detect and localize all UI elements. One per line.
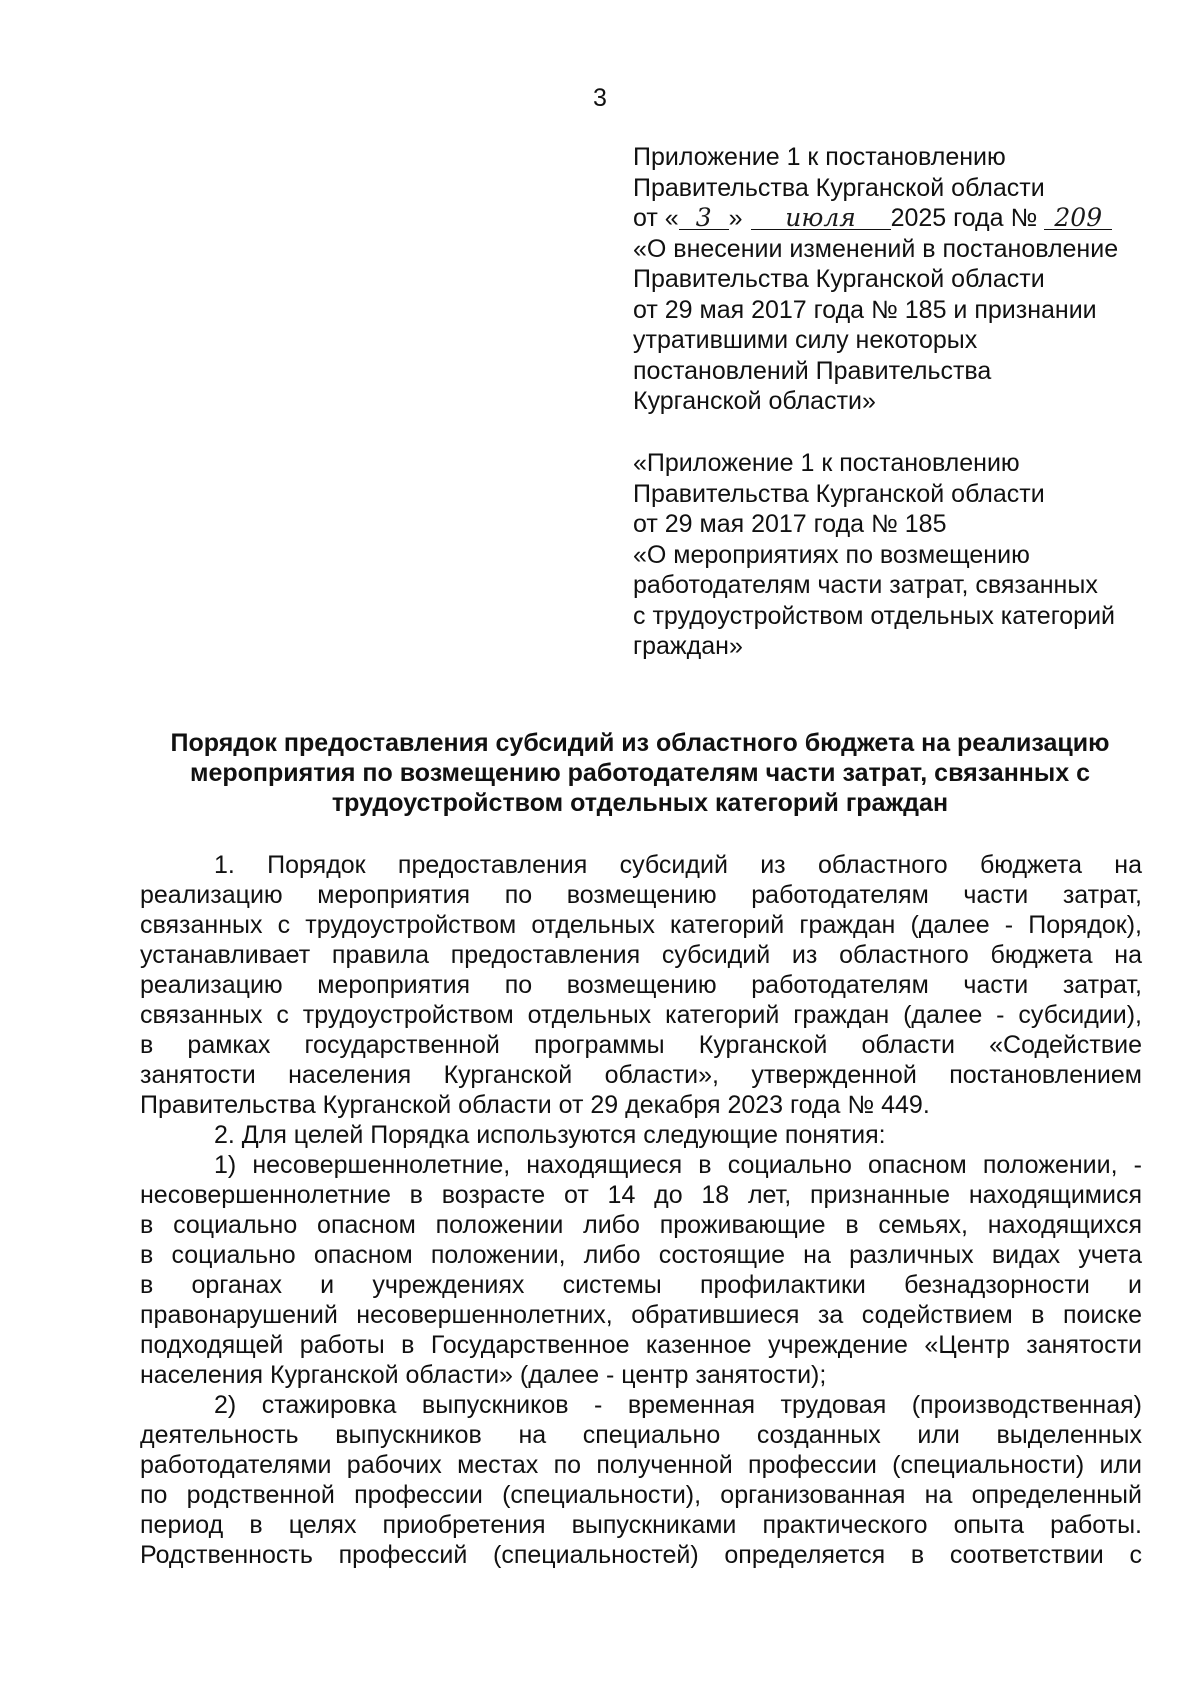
paragraph-line: занятости населения Курганской области», утвержденной постановлением xyxy=(140,1061,1142,1089)
paragraph-3 xyxy=(140,1150,1142,1390)
paragraph-line: Правительства Курганской области от 29 декабря 2023 года № 449. xyxy=(140,1091,930,1119)
appendix-1-line: Приложение 1 к постановлению xyxy=(633,143,1006,171)
appendix-2-line: граждан» xyxy=(633,632,743,660)
paragraph-line: подходящей работы в Государственное казенное учреждение «Центр занятости xyxy=(140,1331,1142,1359)
appendix-1-line: от 29 мая 2017 года № 185 и признании xyxy=(633,295,1097,324)
appendix-2-line: от 29 мая 2017 года № 185 xyxy=(633,510,947,538)
paragraph-line: реализацию мероприятия по возмещению работодателям части затрат, xyxy=(140,881,1142,909)
paragraph-line: в социально опасном положении либо проживающие в семьях, находящихся xyxy=(140,1211,1142,1239)
date-prefix: от « xyxy=(633,204,679,232)
appendix-2-line: «О мероприятиях по возмещению xyxy=(633,540,1030,569)
date-mid: » xyxy=(728,204,743,232)
paragraph-line: в органах и учреждениях системы профилактики безнадзорности и xyxy=(140,1271,1142,1299)
paragraph-line: 1) несовершеннолетние, находящиеся в социально опасном положении, - xyxy=(214,1151,1142,1179)
paragraph-line: реализацию мероприятия по возмещению работодателям части затрат, xyxy=(140,971,1142,999)
appendix-1-line: постановлений Правительства xyxy=(633,356,992,385)
paragraph-line: работодателями рабочих местах по полученной профессии (специальности) или xyxy=(140,1451,1142,1479)
paragraph-line: Родственность профессий (специальностей) определяется в соответствии с xyxy=(140,1541,1142,1569)
handwritten-month: июля xyxy=(751,207,891,230)
paragraph-line: 2. Для целей Порядка используются следующие понятия: xyxy=(214,1121,886,1149)
paragraph-line: 1. Порядок предоставления субсидий из областного бюджета на xyxy=(214,851,1142,879)
paragraph-line: несовершеннолетние в возрасте от 14 до 18 лет, признанные находящимися xyxy=(140,1181,1142,1209)
appendix-2-line: «Приложение 1 к постановлению xyxy=(633,449,1020,477)
paragraph-line: в рамках государственной программы Курганской области «Содействие xyxy=(140,1031,1142,1059)
appendix-2-line: Правительства Курганской области xyxy=(633,479,1045,508)
paragraph-line: 2) стажировка выпускников - временная трудовая (производственная) xyxy=(214,1391,1142,1419)
appendix-2-line: с трудоустройством отдельных категорий xyxy=(633,601,1116,630)
appendix-1-line: Правительства Курганской области xyxy=(633,265,1045,293)
document-title xyxy=(120,728,1160,818)
appendix-1-header xyxy=(633,142,1173,417)
title-line: трудоустройством отдельных категорий граждан xyxy=(331,789,949,817)
paragraph-line: населения Курганской области» (далее - центр занятости); xyxy=(140,1361,827,1389)
paragraph-line: устанавливает правила предоставления субсидий из областного бюджета на xyxy=(140,941,1142,969)
paragraph-line: деятельность выпускников на специально созданных или выделенных xyxy=(140,1421,1142,1449)
date-year: 2025 года № xyxy=(890,204,1038,232)
paragraph-line: по родственной профессии (специальности), организованная на определенный xyxy=(140,1481,1142,1509)
handwritten-number: 209 xyxy=(1044,207,1112,230)
document-body xyxy=(140,850,1142,1570)
appendix-2-header xyxy=(633,448,1173,662)
title-line: мероприятия по возмещению работодателям части затрат, связанных с xyxy=(189,759,1090,787)
appendix-2-line: работодателям части затрат, связанных xyxy=(633,571,1098,599)
title-line: Порядок предоставления субсидий из областного бюджета на реализацию xyxy=(170,729,1110,757)
paragraph-line: период в целях приобретения выпускниками практического опыта работы. xyxy=(140,1511,1142,1539)
paragraph-line: связанных с трудоустройством отдельных категорий граждан (далее - Порядок), xyxy=(140,911,1142,939)
appendix-1-date-line xyxy=(633,203,1173,234)
paragraph-2 xyxy=(140,1120,1142,1150)
paragraph-line: связанных с трудоустройством отдельных категорий граждан (далее - субсидии), xyxy=(140,1001,1142,1029)
paragraph-4 xyxy=(140,1390,1142,1570)
appendix-1-line: утратившими силу некоторых xyxy=(633,326,978,354)
paragraph-1 xyxy=(140,850,1142,1120)
paragraph-line: в социально опасном положении, либо состоящие на различных видах учета xyxy=(140,1241,1142,1269)
page-number: 3 xyxy=(593,84,607,112)
appendix-1-line: Курганской области» xyxy=(633,387,876,415)
handwritten-day: 3 xyxy=(679,207,729,230)
paragraph-line: правонарушений несовершеннолетних, обратившиеся за содействием в поиске xyxy=(140,1301,1142,1329)
appendix-1-line: Правительства Курганской области xyxy=(633,173,1045,202)
appendix-1-line: «О внесении изменений в постановление xyxy=(633,234,1119,263)
